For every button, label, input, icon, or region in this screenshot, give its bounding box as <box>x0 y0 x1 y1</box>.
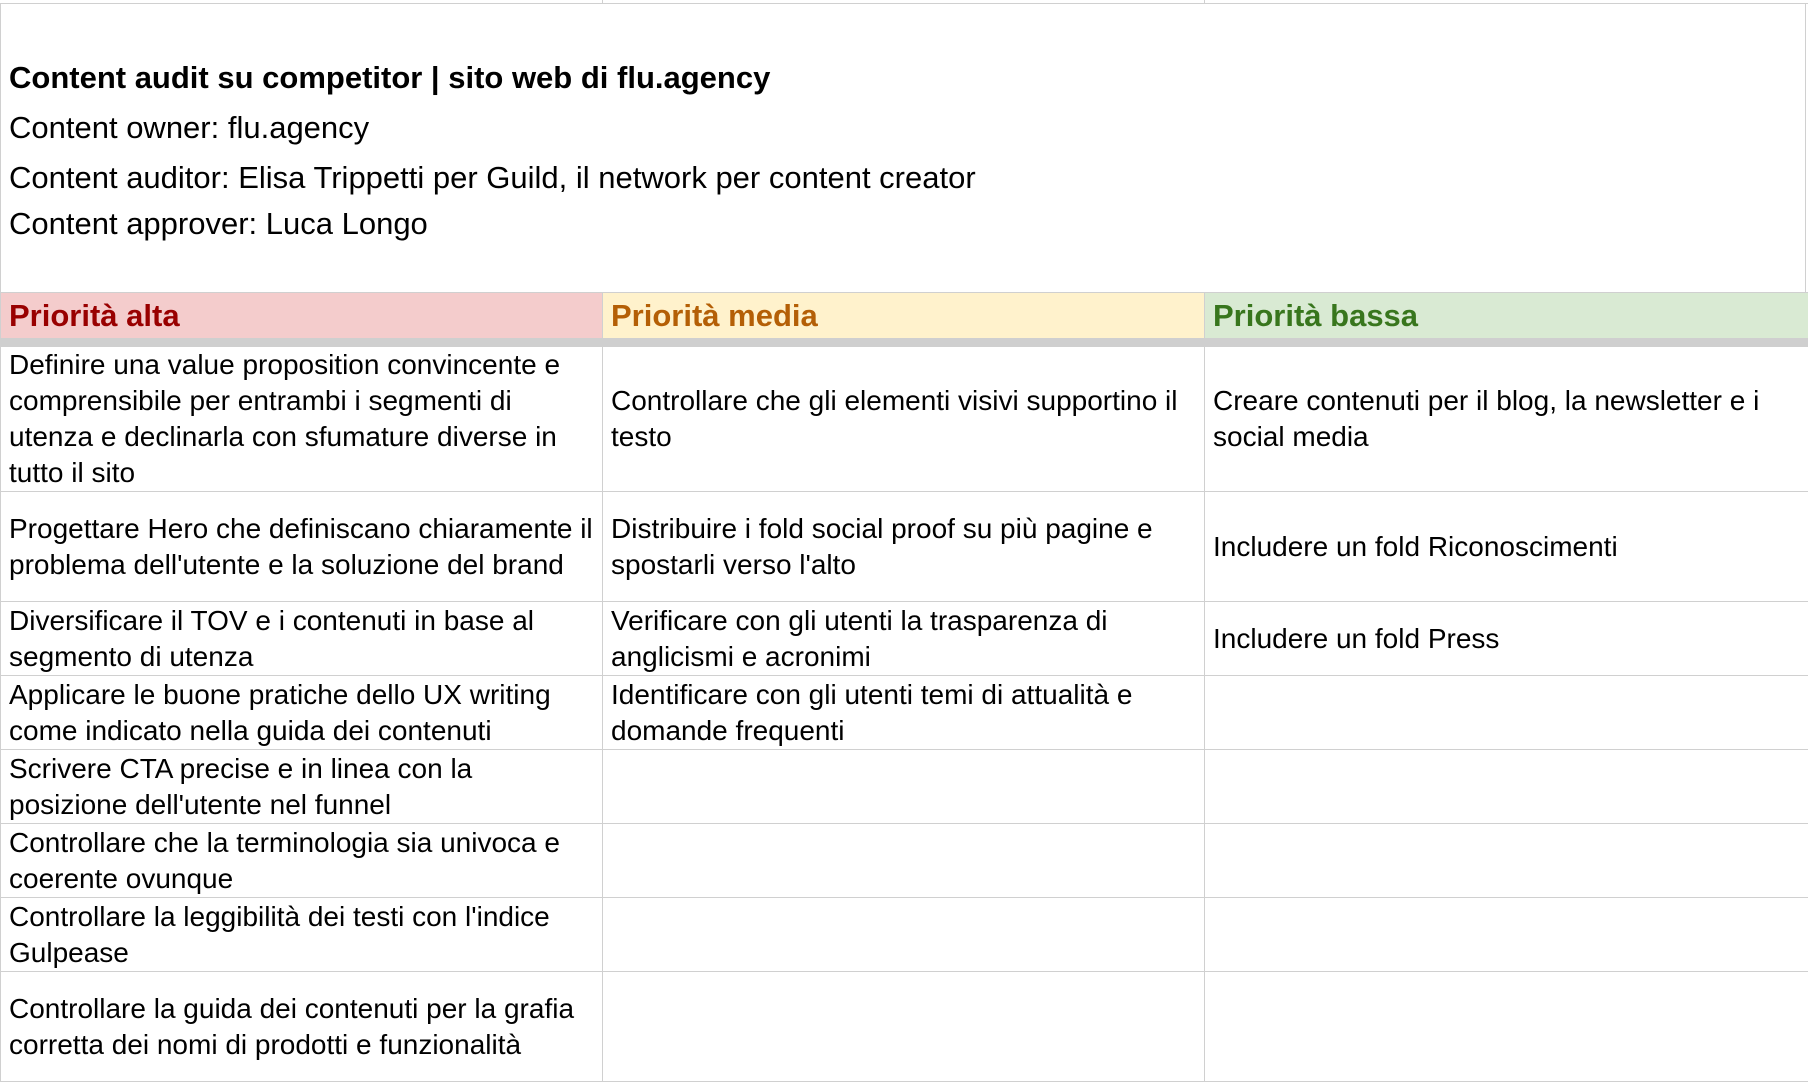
column-divider <box>602 0 603 3</box>
cell-low[interactable] <box>1205 824 1808 898</box>
cell-low[interactable] <box>1205 676 1808 750</box>
cell-medium[interactable] <box>603 972 1205 1082</box>
table-row <box>1 343 1808 492</box>
table-row <box>1 972 1808 1082</box>
header-priority-low[interactable]: Priorità bassa <box>1205 293 1808 343</box>
cell-medium[interactable]: Distribuire i fold social proof su più pagine e spostarli verso l'alto <box>603 492 1205 602</box>
cell-high[interactable]: Controllare la guida dei contenuti per la grafia corretta dei nomi di prodotti e funzionalità <box>1 972 603 1082</box>
table-row <box>1 824 1808 898</box>
cell-high[interactable]: Controllare che la terminologia sia univoca e coerente ovunque <box>1 824 603 898</box>
header-priority-medium[interactable]: Priorità media <box>603 293 1205 343</box>
table-row <box>1 602 1808 676</box>
table-row <box>1 492 1808 602</box>
cell-low[interactable]: Includere un fold Riconoscimenti <box>1205 492 1808 602</box>
priority-header-row <box>1 293 1808 343</box>
cell-high[interactable]: Diversificare il TOV e i contenuti in base al segmento di utenza <box>1 602 603 676</box>
audit-title: Content audit su competitor | sito web di flu.agency <box>9 60 771 95</box>
cell-high[interactable]: Definire una value proposition convincente e comprensibile per entrambi i segmenti di utenza e declinarla con sfumature diverse in tutto il sito <box>1 343 603 492</box>
cell-medium[interactable]: Controllare che gli elementi visivi supportino il testo <box>603 343 1205 492</box>
cell-medium[interactable]: Identificare con gli utenti temi di attualità e domande frequenti <box>603 676 1205 750</box>
header-priority-high[interactable]: Priorità alta <box>1 293 603 343</box>
content-approver: Content approver: Luca Longo <box>9 206 428 241</box>
cell-medium[interactable] <box>603 898 1205 972</box>
cell-low[interactable] <box>1205 750 1808 824</box>
table-row <box>1 750 1808 824</box>
cell-low[interactable] <box>1205 972 1808 1082</box>
cell-medium[interactable]: Verificare con gli utenti la trasparenza di anglicismi e acronimi <box>603 602 1205 676</box>
cell-medium[interactable] <box>603 824 1205 898</box>
cell-high[interactable]: Scrivere CTA precise e in linea con la posizione dell'utente nel funnel <box>1 750 603 824</box>
cell-high[interactable]: Applicare le buone pratiche dello UX writing come indicato nella guida dei contenuti <box>1 676 603 750</box>
cell-low[interactable]: Creare contenuti per il blog, la newsletter e i social media <box>1205 343 1808 492</box>
cell-medium[interactable] <box>603 750 1205 824</box>
priority-table <box>0 292 1808 1082</box>
audit-info-cell[interactable] <box>0 4 1806 292</box>
cell-high[interactable]: Progettare Hero che definiscano chiaramente il problema dell'utente e la soluzione del brand <box>1 492 603 602</box>
content-owner: Content owner: flu.agency <box>9 110 370 145</box>
cell-low[interactable] <box>1205 898 1808 972</box>
column-divider <box>1204 0 1205 3</box>
cell-high[interactable]: Controllare la leggibilità dei testi con l'indice Gulpease <box>1 898 603 972</box>
cell-low[interactable]: Includere un fold Press <box>1205 602 1808 676</box>
content-auditor: Content auditor: Elisa Trippetti per Guild, il network per content creator <box>9 160 976 195</box>
table-row <box>1 676 1808 750</box>
table-row <box>1 898 1808 972</box>
